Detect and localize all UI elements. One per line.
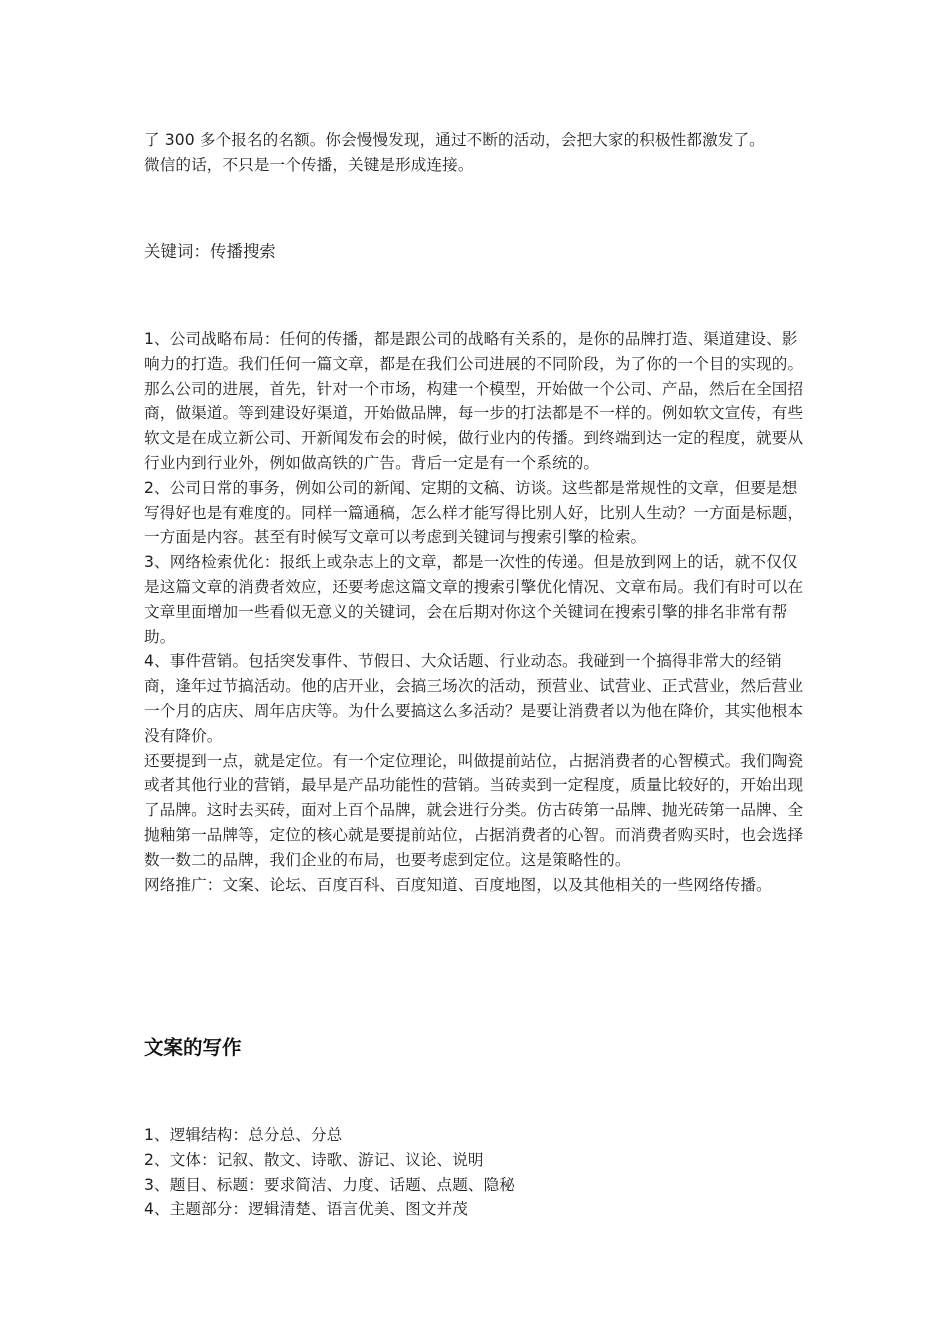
list-item: 1、公司战略布局：任何的传播，都是跟公司的战略有关系的，是你的品牌打造、渠道建设、影响力的打造。我们任何一篇文章，都是在我们公司进展的不同阶段，为了你的一个目的实现的。那么公司的进展，首先，针对一个市场，构建一个模型，开始做一个公司、产品，然后在全国招商，做渠道。等到建设好渠道，开始做品牌，每一步的打法都是不一样的。例如软文宣传，有些软文是在成立新公司、开新闻发布会的时候，做行业内的传播。到终端到达一定的程度，就要从行业内到行业外，例如做高铁的广告。背后一定是有一个系统的。 (144, 330, 804, 472)
intro-paragraph (144, 128, 810, 178)
section-heading: 文案的写作 (144, 1036, 242, 1059)
intro-line: 微信的话，不只是一个传播，关键是形成连接。 (144, 155, 474, 174)
list-item: 3、网络检索优化：报纸上或杂志上的文章，都是一次性的传递。但是放到网上的话，就不仅仅是这篇文章的消费者效应，还要考虑这篇文章的搜索引擎优化情况、文章布局。我们有时可以在文章里面增加一些看似无意义的关键词，会在后期对你这个关键词在搜索引擎的排名非常有帮助。 (144, 553, 804, 646)
list-item: 网络推广：文案、论坛、百度百科、百度知道、百度地图，以及其他相关的一些网络传播。 (144, 875, 772, 894)
list-item: 2、公司日常的事务，例如公司的新闻、定期的文稿、访谈。这些都是常规性的文章，但要是想写得好也是有难度的。同样一篇通稿，怎么样才能写得比别人好，比别人生动？一方面是标题，一方面是内容。甚至有时候写文章可以考虑到关键词与搜索引擎的检索。 (144, 478, 804, 547)
intro-line: 了 300 多个报名的名额。你会慢慢发现，通过不断的活动，会把大家的积极性都激发了。 (144, 131, 765, 149)
keywords-line (144, 240, 810, 265)
list-item: 4、主题部分：逻辑清楚、语言优美、图文并茂 (144, 1200, 468, 1219)
list-item: 4、事件营销。包括突发事件、节假日、大众话题、行业动态。我碰到一个搞得非常大的经销商，逢年过节搞活动。他的店开业，会搞三场次的活动，预营业、试营业、正式营业，然后营业一个月的店庆、周年店庆等。为什么要搞这么多活动？是要让消费者以为他在降价，其实他根本没有降价。 (144, 652, 804, 745)
list-item: 1、逻辑结构：总分总、分总 (144, 1126, 343, 1144)
writing-list (144, 1123, 810, 1222)
main-list (144, 327, 810, 897)
list-item: 3、题目、标题：要求简洁、力度、话题、点题、隐秘 (144, 1175, 515, 1194)
list-item: 2、文体：记叙、散文、诗歌、游记、议论、说明 (144, 1150, 484, 1169)
list-item: 还要提到一点，就是定位。有一个定位理论，叫做提前站位，占据消费者的心智模式。我们陶瓷或者其他行业的营销，最早是产品功能性的营销。当砖卖到一定程度，质量比较好的，开始出现了品牌。这时去买砖，面对上百个品牌，就会进行分类。仿古砖第一品牌、抛光砖第一品牌、全抛釉第一品牌等，定位的核心就是要提前站位，占据消费者的心智。而消费者购买时，也会选择数一数二的品牌，我们企业的布局，也要考虑到定位。这是策略性的。 (144, 751, 804, 869)
keywords-text: 关键词：传播搜索 (144, 242, 276, 261)
